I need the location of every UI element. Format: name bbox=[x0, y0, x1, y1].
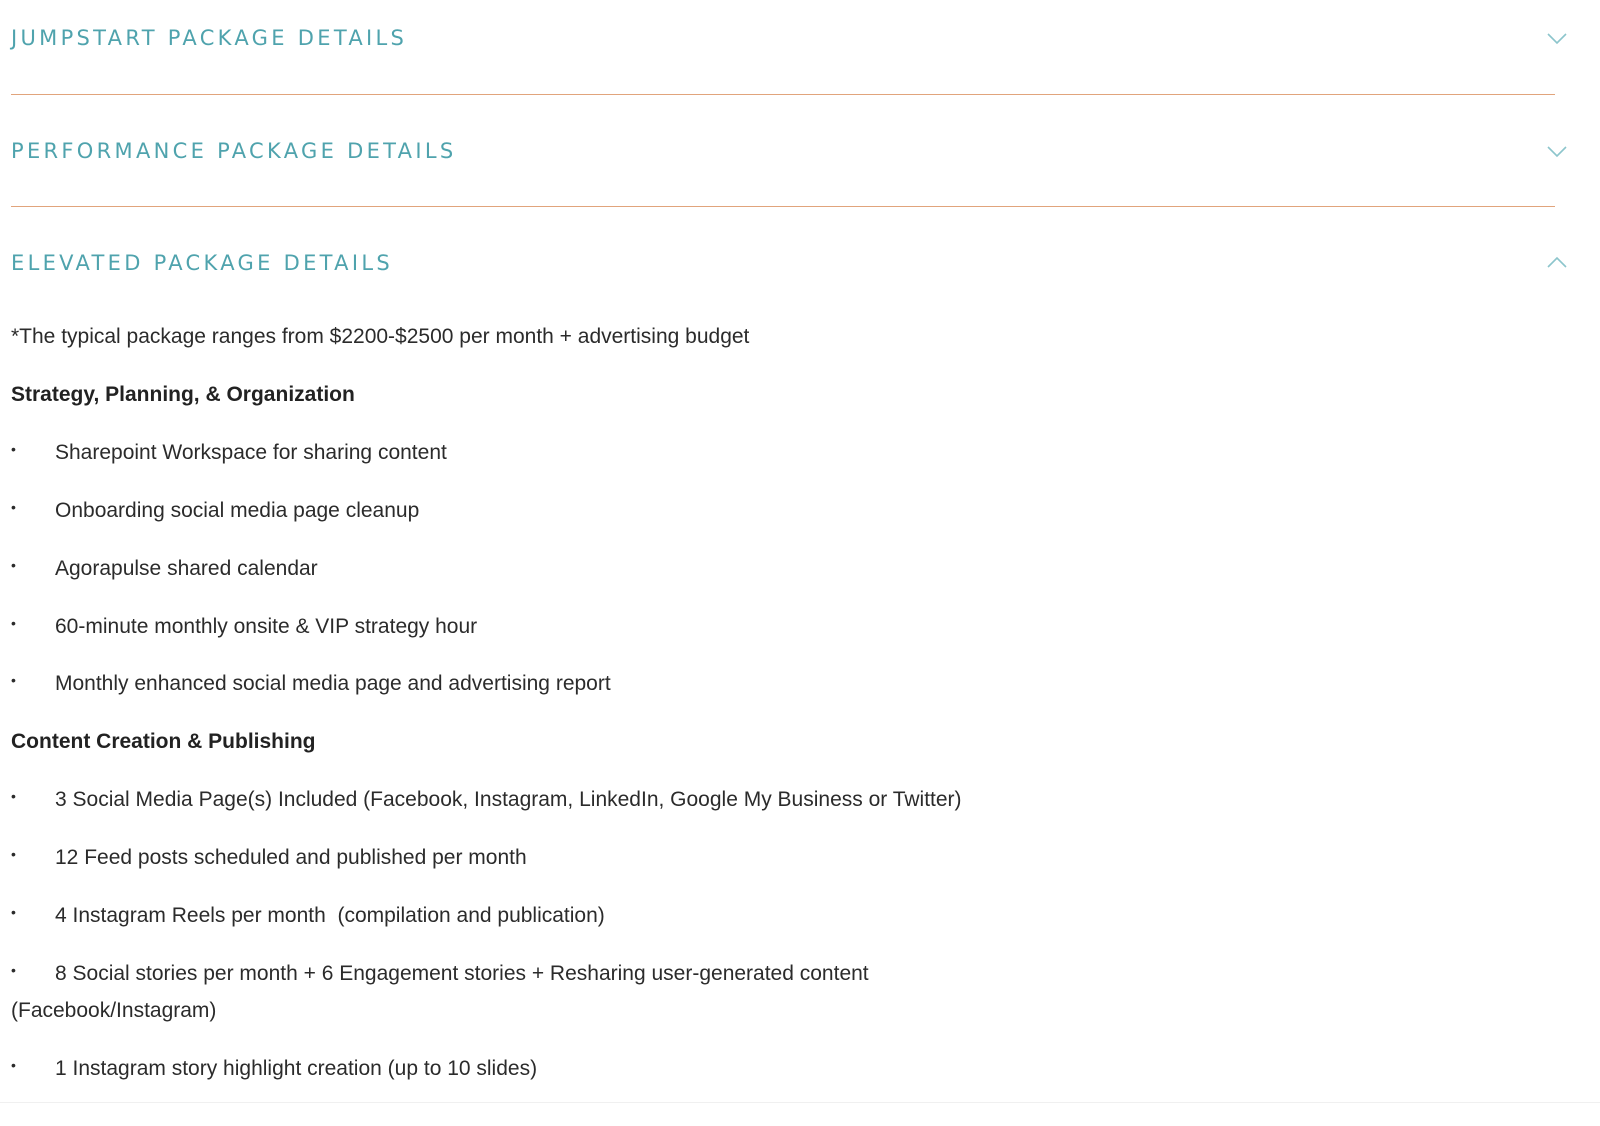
chevron-up-icon bbox=[1547, 256, 1567, 268]
bullet: • bbox=[11, 904, 16, 920]
section-heading-strategy: Strategy, Planning, & Organization bbox=[11, 383, 355, 406]
accordion-header-jumpstart[interactable] bbox=[11, 0, 1567, 95]
performance-title: PERFORMANCE PACKAGE DETAILS bbox=[11, 139, 457, 163]
divider bbox=[11, 94, 1555, 95]
list-item-wrap: (Facebook/Instagram) bbox=[11, 999, 217, 1022]
bullet: • bbox=[11, 615, 16, 631]
bullet: • bbox=[11, 788, 16, 804]
bullet: • bbox=[11, 672, 16, 688]
price-note: *The typical package ranges from $2200-$2500 per month + advertising budget bbox=[11, 325, 750, 348]
bullet: • bbox=[11, 557, 16, 573]
chevron-down-icon bbox=[1547, 146, 1567, 158]
accordion-header-elevated[interactable] bbox=[11, 208, 1567, 298]
jumpstart-title: JUMPSTART PACKAGE DETAILS bbox=[11, 26, 408, 50]
bullet: • bbox=[11, 441, 16, 457]
bullet: • bbox=[11, 1057, 16, 1073]
elevated-title: ELEVATED PACKAGE DETAILS bbox=[11, 251, 393, 275]
chevron-down-icon bbox=[1547, 33, 1567, 45]
bullet: • bbox=[11, 499, 16, 515]
section-heading-content: Content Creation & Publishing bbox=[11, 730, 316, 753]
page-bottom-edge bbox=[0, 1102, 1600, 1103]
bullet: • bbox=[11, 846, 16, 862]
divider bbox=[11, 206, 1555, 207]
bullet: • bbox=[11, 962, 16, 978]
accordion-header-performance[interactable] bbox=[11, 96, 1567, 206]
